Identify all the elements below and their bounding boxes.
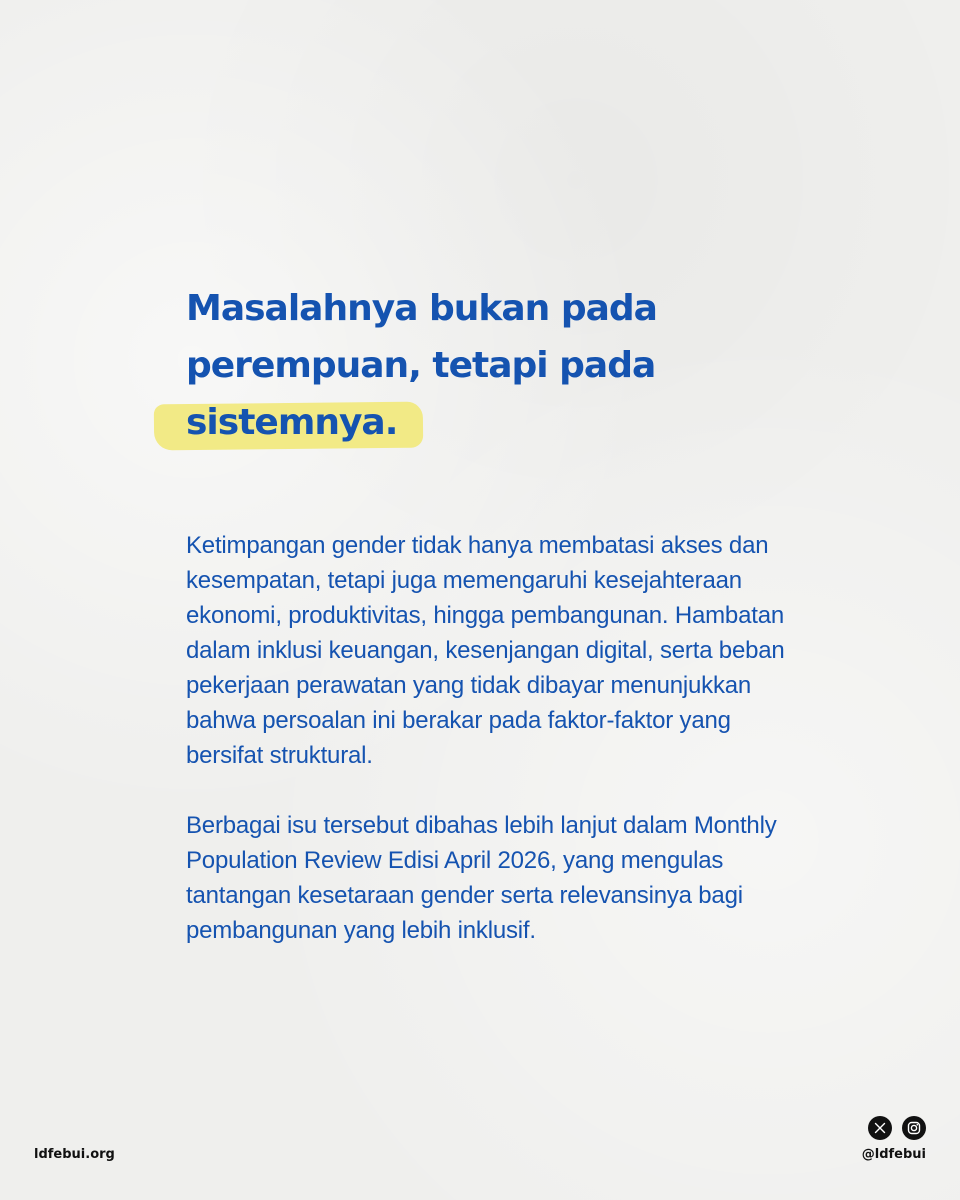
headline-line-1: Masalahnya bukan pada bbox=[186, 288, 657, 329]
body-paragraph-1: Ketimpangan gender tidak hanya membatasi akses dan kesempatan, tetapi juga memengaruhi kesejahteraan ekonomi, produktivitas, hingga pembangunan. Hambatan dalam inklusi keuangan, kesenjangan digital, serta beban pekerjaan perawatan yang tidak dibayar menunjukkan bahwa persoalan ini berakar pada faktor-faktor yang bersifat struktural. bbox=[186, 532, 785, 769]
social-icons bbox=[868, 1116, 926, 1140]
x-icon[interactable] bbox=[868, 1116, 892, 1140]
highlighted-word: sistemnya. bbox=[186, 394, 397, 451]
website-link[interactable]: ldfebui.org bbox=[34, 1147, 115, 1162]
instagram-icon[interactable] bbox=[902, 1116, 926, 1140]
body-text bbox=[186, 528, 806, 948]
body-paragraph-2: Berbagai isu tersebut dibahas lebih lanjut dalam Monthly Population Review Edisi April 2026, yang mengulas tantangan kesetaraan gender serta relevansinya bagi pembangunan yang lebih inklusif. bbox=[186, 812, 777, 944]
headline-line-3 bbox=[186, 394, 786, 451]
headline-line-2: perempuan, tetapi pada bbox=[186, 345, 656, 386]
social-handle[interactable]: @ldfebui bbox=[861, 1147, 926, 1162]
headline bbox=[186, 280, 786, 451]
